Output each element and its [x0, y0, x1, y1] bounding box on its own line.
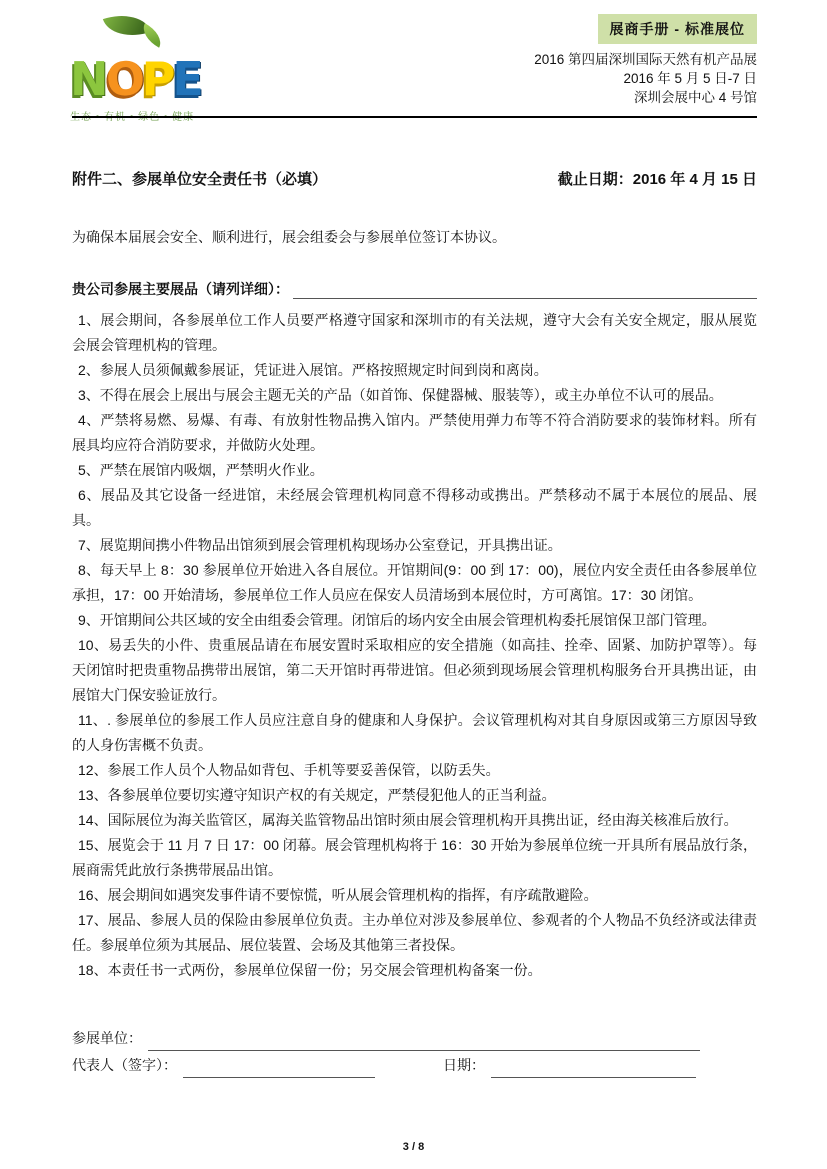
- exhibitor-row: [72, 1025, 757, 1051]
- agreement-item-18: 18、本责任书一式两份，参展单位保留一份；另交展会管理机构备案一份。: [78, 962, 542, 978]
- agreement-item-9: 9、开馆期间公共区域的安全由组委会管理。闭馆后的场内安全由展会管理机构委托展馆保卫部门管理。: [78, 612, 716, 628]
- nope-logo: [70, 10, 220, 123]
- agreement-item-15: 15、展览会于 11 月 7 日 17：00 闭幕。展会管理机构将于 16：30 开始为参展单位统一开具所有展品放行条，展商需凭此放行条携带展品出馆。: [72, 837, 757, 878]
- agreement-item-2: 2、参展人员须佩戴参展证，凭证进入展馆。严格按照规定时间到岗和离岗。: [78, 362, 548, 378]
- logo-letter-n: N: [70, 52, 106, 106]
- page-header: [0, 0, 827, 123]
- header-divider: [72, 116, 757, 118]
- deadline-text: 截止日期：2016 年 4 月 15 日: [557, 171, 757, 188]
- products-fill-line[interactable]: [293, 281, 757, 299]
- agreement-item-12: 12、参展工作人员个人物品如背包、手机等要妥善保管，以防丢失。: [78, 762, 500, 778]
- signature-block: [72, 1025, 757, 1078]
- agreement-item-8: 8、每天早上 8：30 参展单位开始进入各自展位。开馆期间(9：00 到 17：00)，展位内安全责任由各参展单位承担，17：00 开始清场，参展单位工作人员应在保安人员清场到本展位时，方可离馆。17：30 闭馆。: [72, 562, 757, 603]
- agreement-item-10: 10、易丢失的小件、贵重展品请在布展安置时采取相应的安全措施（如高挂、拴牵、固紧、加防护罩等）。每天闭馆时把贵重物品携带出展馆，第二天开馆时再带进馆。但必须到现场展会管理机构服务台开具携出证，由展馆大门保安验证放行。: [72, 637, 757, 703]
- exhibitor-fill-line[interactable]: [148, 1033, 700, 1051]
- agreement-item-16: 16、展会期间如遇突发事件请不要惊慌，听从展会管理机构的指挥，有序疏散避险。: [78, 887, 598, 903]
- date-fill-line[interactable]: [491, 1060, 696, 1078]
- logo-tagline: 生态 • 有机 • 绿色 • 健康: [70, 112, 195, 123]
- logo-letter-p: P: [141, 52, 173, 106]
- event-title: 2016 第四届深圳国际天然有机产品展: [534, 52, 757, 67]
- intro-paragraph: 为确保本届展会安全、顺利进行，展会组委会与参展单位签订本协议。: [72, 229, 506, 245]
- logo-wordmark: [70, 50, 220, 108]
- agreement-item-11: 11、. 参展单位的参展工作人员应注意自身的健康和人身保护。会议管理机构对其自身原因或第三方原因导致的人身伤害概不负责。: [72, 712, 757, 753]
- agreement-item-6: 6、展品及其它设备一经进馆，未经展会管理机构同意不得移动或携出。严禁移动不属于本展位的展品、展具。: [72, 487, 757, 528]
- agreement-items: [72, 308, 757, 983]
- representative-row: [72, 1052, 757, 1078]
- page-number: 3 / 8: [402, 1141, 425, 1153]
- document-body: [0, 168, 827, 1078]
- logo-letter-e: E: [172, 52, 201, 106]
- agreement-item-14: 14、国际展位为海关监管区，属海关监管物品出馆时须由展会管理机构开具携出证，经由海关核准后放行。: [78, 812, 738, 828]
- title-row: [72, 168, 757, 189]
- agreement-item-17: 17、展品、参展人员的保险由参展单位负责。主办单位对涉及参展单位、参观者的个人物品不负经济或法律责任。参展单位须为其展品、展位装置、会场及其他第三者投保。: [72, 912, 757, 953]
- agreement-item-5: 5、严禁在展馆内吸烟，严禁明火作业。: [78, 462, 324, 478]
- exhibitor-label: 参展单位：: [72, 1030, 142, 1046]
- agreement-item-1: 1、展会期间，各参展单位工作人员要严格遵守国家和深圳市的有关法规，遵守大会有关安全规定，服从展览会展会管理机构的管理。: [72, 312, 757, 353]
- event-dates: 2016 年 5 月 5 日-7 日: [623, 71, 757, 86]
- header-info: [534, 14, 757, 107]
- logo-letter-o: O: [103, 50, 144, 108]
- event-info: [534, 50, 757, 107]
- agreement-item-7: 7、展览期间携小件物品出馆须到展会管理机构现场办公室登记，开具携出证。: [78, 537, 562, 553]
- date-label: 日期：: [443, 1057, 485, 1073]
- manual-badge: 展商手册 - 标准展位: [598, 14, 757, 44]
- page-footer: [0, 1141, 827, 1153]
- event-venue: 深圳会展中心 4 号馆: [633, 90, 757, 105]
- page-title: 附件二、参展单位安全责任书（必填）: [72, 171, 328, 188]
- products-label: 贵公司参展主要展品（请列详细）：: [72, 281, 289, 297]
- agreement-item-13: 13、各参展单位要切实遵守知识产权的有关规定，严禁侵犯他人的正当利益。: [78, 787, 556, 803]
- products-row: [72, 279, 757, 299]
- agreement-item-3: 3、不得在展会上展出与展会主题无关的产品（如首饰、保健器械、服装等），或主办单位不认可的展品。: [78, 387, 723, 403]
- representative-fill-line[interactable]: [183, 1060, 375, 1078]
- agreement-item-4: 4、严禁将易燃、易爆、有毒、有放射性物品携入馆内。严禁使用弹力布等不符合消防要求的装饰材料。所有展具均应符合消防要求，并做防火处理。: [72, 412, 757, 453]
- representative-label: 代表人（签字）：: [72, 1057, 177, 1073]
- leaf-icons: [70, 10, 220, 56]
